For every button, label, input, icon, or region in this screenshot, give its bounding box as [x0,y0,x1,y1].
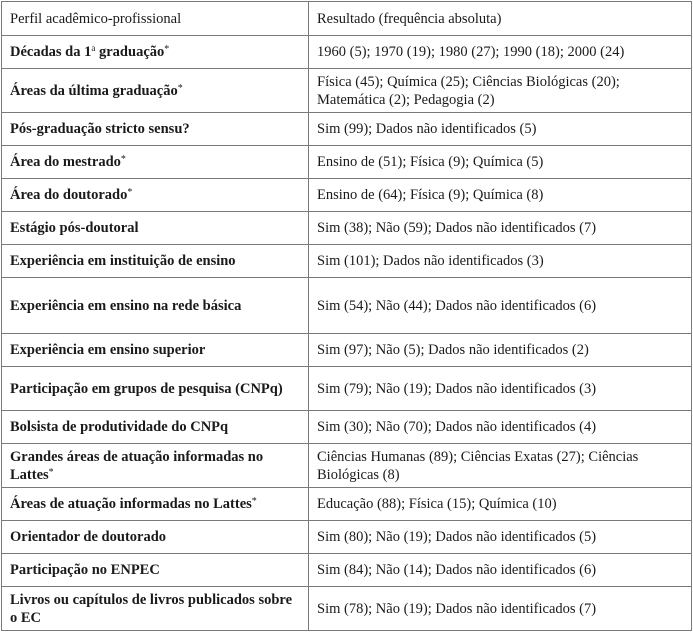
row-value: Sim (99); Dados não identificados (5) [309,113,692,146]
row-value: Sim (30); Não (70); Dados não identificados (4) [309,411,692,444]
table-row [2,444,692,488]
table-row [2,245,692,278]
table-row [2,146,692,179]
row-value: Educação (88); Física (15); Química (10) [309,488,692,521]
table-row [2,411,692,444]
row-label: Participação no ENPEC [2,554,309,587]
row-value: Física (45); Química (25); Ciências Biológicas (20); Matemática (2); Pedagogia (2) [309,69,692,113]
table-row [2,179,692,212]
row-label: Décadas da 1$^a$ graduação* [2,36,309,69]
row-value: Sim (84); Não (14); Dados não identificados (6) [309,554,692,587]
row-label: Experiência em ensino na rede básica [2,278,309,334]
row-value: Ciências Humanas (89); Ciências Exatas (27); Ciências Biológicas (8) [309,444,692,488]
row-label: Bolsista de produtividade do CNPq [2,411,309,444]
row-value: Sim (97); Não (5); Dados não identificados (2) [309,334,692,367]
row-label: Área do mestrado* [2,146,309,179]
row-label: Experiência em ensino superior [2,334,309,367]
row-value: 1960 (5); 1970 (19); 1980 (27); 1990 (18); 2000 (24) [309,36,692,69]
row-label: Pós-graduação stricto sensu? [2,113,309,146]
row-value: Sim (38); Não (59); Dados não identificados (7) [309,212,692,245]
header-profile: Perfil acadêmico-profissional [2,2,309,36]
row-label: Estágio pós-doutoral [2,212,309,245]
row-label: Orientador de doutorado [2,521,309,554]
table-row [2,212,692,245]
row-value: Sim (80); Não (19); Dados não identificados (5) [309,521,692,554]
table-row [2,69,692,113]
row-value: Sim (79); Não (19); Dados não identificados (3) [309,367,692,411]
table-row [2,36,692,69]
row-label: Área do doutorado* [2,179,309,212]
row-value: Sim (101); Dados não identificados (3) [309,245,692,278]
table-row [2,488,692,521]
row-label: Grandes áreas de atuação informadas no Lattes* [2,444,309,488]
table-header-row [2,2,692,36]
table-row [2,521,692,554]
table-row [2,113,692,146]
row-label: Áreas da última graduação* [2,69,309,113]
header-result: Resultado (frequência absoluta) [309,2,692,36]
row-label: Experiência em instituição de ensino [2,245,309,278]
table-row [2,334,692,367]
row-label: Participação em grupos de pesquisa (CNPq) [2,367,309,411]
row-label: Áreas de atuação informadas no Lattes* [2,488,309,521]
table-row [2,554,692,587]
table-row [2,278,692,334]
table-row [2,367,692,411]
row-value: Sim (78); Não (19); Dados não identificados (7) [309,587,692,631]
academic-profile-table [1,1,692,631]
row-value: Ensino de (51); Física (9); Química (5) [309,146,692,179]
row-value: Sim (54); Não (44); Dados não identificados (6) [309,278,692,334]
row-value: Ensino de (64); Física (9); Química (8) [309,179,692,212]
table-row [2,587,692,631]
row-label: Livros ou capítulos de livros publicados sobre o EC [2,587,309,631]
